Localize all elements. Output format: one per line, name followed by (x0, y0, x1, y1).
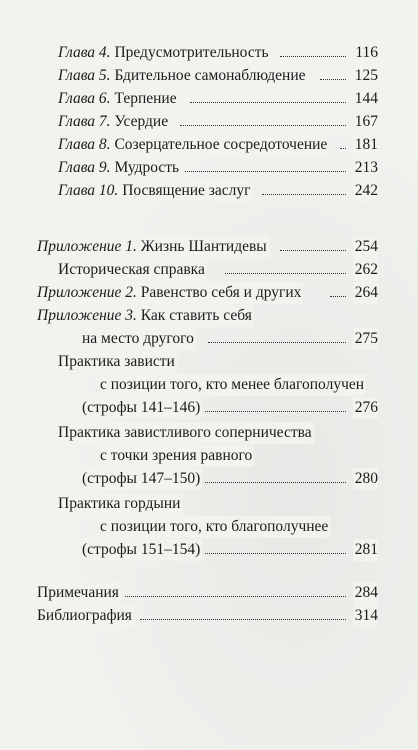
toc-entry-practice-pride[interactable] (0, 493, 418, 515)
entry-subtitle: с позиции того, кто благополучнее (100, 516, 330, 538)
page-number: 213 (353, 157, 378, 179)
toc-entry-chapter-4[interactable] (0, 42, 418, 64)
toc-entry-practice-pride-line2 (0, 516, 418, 538)
dot-leader (180, 125, 346, 126)
page-number: 262 (353, 259, 378, 281)
page-number: 167 (353, 111, 378, 133)
entry-title: Практика гордыни (58, 493, 182, 515)
page-number: 144 (353, 88, 378, 110)
page-number: 276 (353, 397, 378, 419)
entry-verses: (строфы 141–146) (82, 397, 202, 419)
chapter-title: Бдительное самонаблюдение (114, 67, 306, 84)
page-number: 280 (353, 468, 378, 490)
page-number: 125 (353, 65, 378, 87)
toc-entry-appendix-3[interactable] (0, 305, 418, 327)
dot-leader (125, 596, 346, 597)
chapter-label: Глава 9. (58, 159, 111, 176)
page-number: 275 (353, 328, 378, 350)
toc-entry-chapter-10[interactable] (0, 180, 418, 202)
toc-entry-practice-envy[interactable] (0, 351, 418, 373)
chapter-label: Глава 8. (58, 136, 111, 153)
toc-entry-appendix-3-cont[interactable] (0, 328, 418, 350)
entry-title: Примечания (37, 582, 121, 604)
dot-leader (140, 619, 346, 620)
page-number: 264 (353, 282, 378, 304)
dot-leader (208, 342, 346, 343)
toc-entry-chapter-8[interactable] (0, 134, 418, 156)
dot-leader (205, 411, 346, 412)
toc-entry-appendix-2[interactable] (0, 282, 418, 304)
entry-title: Практика завистливого соперничества (58, 422, 314, 444)
dot-leader (330, 296, 346, 297)
toc-entry-historical-note[interactable] (0, 259, 418, 281)
toc-entry-chapter-5[interactable] (0, 65, 418, 87)
dot-leader (280, 250, 346, 251)
toc-entry-chapter-9[interactable] (0, 157, 418, 179)
page-number: 116 (353, 42, 378, 64)
appendix-title-cont: на место другого (82, 328, 196, 350)
chapter-title: Предусмотрительность (114, 44, 269, 61)
toc-entry-practice-envy-line3[interactable] (0, 397, 418, 419)
entry-title: Практика зависти (58, 351, 177, 373)
toc-entry-notes[interactable] (0, 582, 418, 604)
chapter-label: Глава 6. (58, 90, 111, 107)
chapter-title: Посвящение заслуг (122, 182, 251, 199)
chapter-label: Глава 10. (58, 182, 119, 199)
appendix-label: Приложение 2. (37, 284, 137, 301)
entry-verses: (строфы 151–154) (82, 539, 202, 561)
page-number: 254 (353, 236, 378, 258)
dot-leader (340, 148, 346, 149)
toc-entry-appendix-1[interactable] (0, 236, 418, 258)
toc-entry-chapter-7[interactable] (0, 111, 418, 133)
chapter-label: Глава 7. (58, 113, 111, 130)
dot-leader (205, 482, 346, 483)
appendix-title: Как ставить себя (140, 307, 252, 324)
dot-leader (190, 102, 346, 103)
appendix-title: Равенство себя и других (140, 284, 302, 301)
appendix-label: Приложение 3. (37, 307, 137, 324)
toc-entry-chapter-6[interactable] (0, 88, 418, 110)
chapter-title: Созерцательное сосредоточение (114, 136, 328, 153)
entry-subtitle: с точки зрения равного (100, 445, 254, 467)
appendix-title: Жизнь Шантидевы (140, 238, 267, 255)
entry-title: Историческая справка (58, 259, 207, 281)
entry-verses: (строфы 147–150) (82, 468, 202, 490)
dot-leader (205, 553, 346, 554)
page-number: 242 (353, 180, 378, 202)
chapter-label: Глава 5. (58, 67, 111, 84)
dot-leader (185, 171, 346, 172)
entry-subtitle: с позиции того, кто менее благополучен (100, 374, 366, 396)
toc-entry-practice-rivalry[interactable] (0, 422, 418, 444)
chapter-title: Терпение (114, 90, 177, 107)
entry-title: Библиография (37, 605, 134, 627)
dot-leader (262, 194, 346, 195)
dot-leader (320, 79, 346, 80)
dot-leader (225, 273, 346, 274)
toc-entry-bibliography[interactable] (0, 605, 418, 627)
chapter-title: Усердие (114, 113, 169, 130)
page-number: 314 (353, 605, 378, 627)
toc-entry-practice-rivalry-line2 (0, 445, 418, 467)
appendix-label: Приложение 1. (37, 238, 137, 255)
toc-entry-practice-rivalry-line3[interactable] (0, 468, 418, 490)
chapter-title: Мудрость (114, 159, 180, 176)
dot-leader (280, 56, 346, 57)
page-number: 281 (353, 539, 378, 561)
chapter-label: Глава 4. (58, 44, 111, 61)
page-number: 284 (353, 582, 378, 604)
toc-entry-practice-envy-line2 (0, 374, 418, 396)
toc-entry-practice-pride-line3[interactable] (0, 539, 418, 561)
page-number: 181 (353, 134, 378, 156)
